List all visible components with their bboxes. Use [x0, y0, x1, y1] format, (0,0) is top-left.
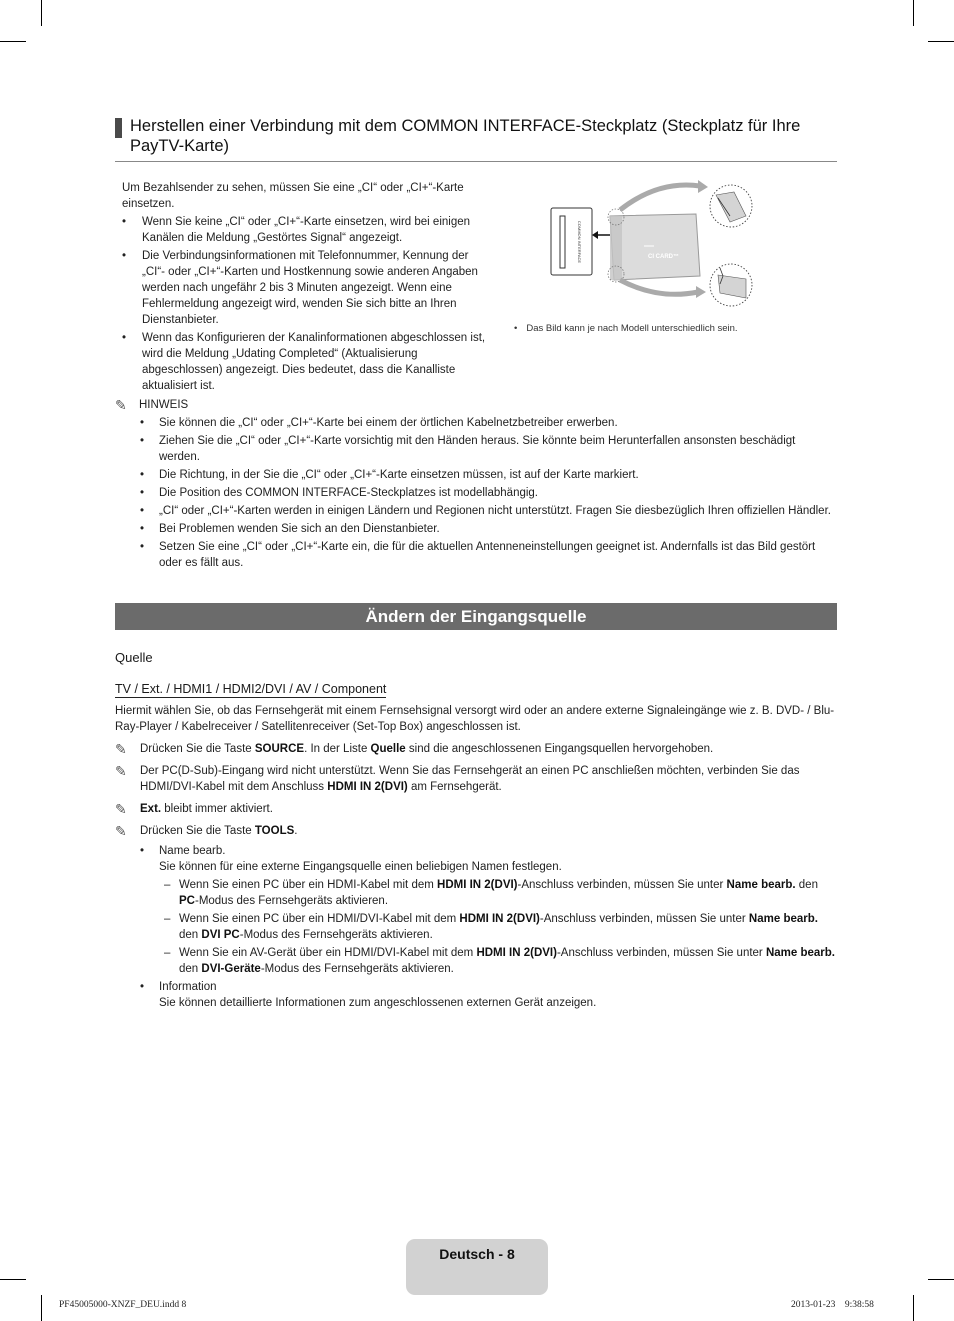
note-ext — [115, 801, 837, 817]
quelle-heading: Quelle — [115, 650, 153, 665]
insert-arrow-head — [592, 231, 598, 239]
source-key: SOURCE — [254, 743, 305, 755]
intro-bullets — [122, 214, 492, 394]
ext-term: Ext. — [140, 803, 162, 815]
ci-card-edge — [610, 216, 622, 280]
crop-mark — [41, 0, 42, 26]
tv-slot-panel — [551, 208, 592, 275]
list-item — [159, 877, 837, 909]
list-item — [159, 945, 837, 977]
note-text — [140, 823, 297, 839]
list-item: • Die Verbindungsinformationen mit Telefonnummer, Kennung der „CI“- oder „CI+“-Karten und Hostkennung sowie anderen Angaben werden nach ungefähr 2 bis 3 Minuten angezeigt. Wenn eine Fehlermeldung angezeigt wird, wenden Sie sich bitte an Ihren Dienstanbieter. — [122, 248, 492, 328]
heading-bar — [115, 118, 122, 138]
note-text — [140, 801, 273, 817]
tools-key: TOOLS — [254, 825, 295, 837]
note-text-part: Der PC(D-Sub)-Eingang wird nicht unterstützt. Wenn Sie das Fernsehgerät an einen PC anschließen möchten, verbinden Sie das HDMI/DVI-Kabel mit dem Anschluss — [140, 765, 800, 793]
text-part: Wenn Sie einen PC über ein HDMI-Kabel mit dem — [179, 879, 438, 891]
hdmi-port-term: HDMI IN 2(DVI) — [437, 879, 518, 891]
crop-mark — [0, 41, 26, 42]
hinweis-label: HINWEIS — [139, 399, 189, 411]
note-text-part: am Fernsehgerät. — [407, 781, 502, 793]
curve-arrow-bottom — [620, 280, 698, 294]
list-item: • „CI“ oder „CI+“-Karten werden in einigen Ländern und Regionen nicht unterstützt. Fragen Sie diesbezüglich Ihren offiziellen Händler. — [140, 503, 837, 519]
caption-bullet: • — [514, 323, 518, 334]
note-pencil-icon: ✎ — [115, 397, 127, 413]
mode-term: DVI PC — [201, 929, 240, 941]
note-source — [115, 741, 837, 757]
text-part: -Anschluss verbinden, müssen Sie unter — [517, 879, 727, 891]
crop-mark — [913, 0, 914, 26]
text-part: -Anschluss verbinden, müssen Sie unter — [556, 947, 766, 959]
ci-card-drawing — [548, 180, 758, 315]
name-bearb-term: Name bearb. — [726, 879, 796, 891]
note-text-part: sind die angeschlossenen Eingangsquellen hervorgehoben. — [405, 743, 714, 755]
text-part: -Modus des Fernsehgeräts aktivieren. — [239, 929, 433, 941]
ci-card-label: CI CARD™ — [648, 254, 679, 260]
list-item: • Bei Problemen wenden Sie sich an den Dienstanbieter. — [140, 521, 837, 537]
mode-term: DVI-Geräte — [201, 963, 261, 975]
text-part: -Modus des Fernsehgeräts aktivieren. — [194, 895, 389, 907]
source-options-heading: TV / Ext. / HDMI1 / HDMI2/DVI / AV / Component — [115, 682, 387, 696]
note-pencil-icon: ✎ — [115, 823, 127, 839]
crop-mark — [0, 1279, 26, 1280]
crop-mark — [913, 1295, 914, 1321]
note-pc-input — [115, 763, 837, 795]
note-text-part: bleibt immer aktiviert. — [161, 803, 273, 815]
note-text — [140, 763, 837, 795]
list-item — [159, 911, 837, 943]
crop-mark — [928, 1279, 954, 1280]
hdmi-port-term: HDMI IN 2(DVI) — [476, 947, 557, 959]
note-pencil-icon: ✎ — [115, 741, 127, 757]
text-part: Wenn Sie einen PC über ein HDMI/DVI-Kabel mit dem — [179, 913, 460, 925]
note-text — [140, 741, 713, 757]
text-part: den — [179, 929, 202, 941]
list-item: • Sie können die „CI“ oder „CI+“-Karte bei einem der örtlichen Kabelnetzbetreiber erwerben. — [140, 415, 837, 431]
intro-text — [122, 180, 492, 396]
tools-options — [140, 843, 837, 1011]
hinweis-heading — [115, 397, 837, 413]
hdmi-port-term: HDMI IN 2(DVI) — [327, 781, 408, 793]
note-text-part: . — [294, 825, 298, 837]
intro-paragraph: Um Bezahlsender zu sehen, müssen Sie eine „CI“ oder „CI+“-Karte einsetzen. — [122, 182, 464, 210]
name-bearb-dash-list — [159, 877, 837, 977]
hinweis-list — [140, 415, 837, 571]
note-pencil-icon: ✎ — [115, 801, 127, 817]
curve-arrow-top-head — [698, 180, 708, 193]
information-desc: Sie können detaillierte Informationen zum angeschlossenen externen Gerät anzeigen. — [159, 997, 597, 1009]
heading-rule — [115, 161, 837, 162]
mode-term: PC — [179, 895, 195, 907]
source-description-block — [115, 703, 837, 1013]
text-part: den — [795, 879, 818, 891]
list-item: • Setzen Sie eine „CI“ oder „CI+“-Karte ein, die für die aktuellen Antenneneinstellungen geeignet ist. Andernfalls ist das Bild gestört oder es fällt aus. — [140, 539, 837, 571]
note-tools — [115, 823, 837, 839]
list-item: • Wenn das Konfigurieren der Kanalinformationen abgeschlossen ist, wird die Meldung „Udating Completed“ (Aktualisierung abgeschlossen) angezeigt. Dies bedeutet, dass die Kanalliste aktualisiert ist. — [122, 330, 492, 394]
footer-filename: PF45005000-XNZF_DEU.indd 8 — [59, 1300, 187, 1310]
page-number-tab: Deutsch - 8 — [406, 1239, 548, 1295]
ci-card-illustration — [548, 180, 758, 315]
text-part: Wenn Sie ein AV-Gerät über ein HDMI/DVI-Kabel mit dem — [179, 947, 477, 959]
figure-caption — [514, 323, 738, 334]
list-item — [140, 843, 837, 977]
list-item: • Die Richtung, in der Sie die „CI“ oder „CI+“-Karte einsetzen müssen, ist auf der Karte markiert. — [140, 467, 837, 483]
name-bearb-term: Name bearb. — [765, 947, 835, 959]
source-description: Hiermit wählen Sie, ob das Fernsehgerät mit einem Fernsehsignal versorgt wird oder an andere externe Signaleingänge wie z. B. DVD- / Blu-Ray-Player / Kabelreceiver / Satellitenreceiver (Set-Top Box) angeschlossen ist. — [115, 705, 835, 733]
ci-card-body — [610, 214, 700, 280]
quelle-term: Quelle — [370, 743, 406, 755]
text-part: -Modus des Fernsehgeräts aktivieren. — [260, 963, 454, 975]
text-part: -Anschluss verbinden, müssen Sie unter — [539, 913, 749, 925]
crop-mark — [928, 41, 954, 42]
list-item — [140, 979, 837, 1011]
footer-timestamp: 2013-01-23 9:38:58 — [791, 1300, 874, 1310]
note-pencil-icon: ✎ — [115, 763, 127, 779]
text-part: den — [179, 963, 202, 975]
name-bearb-title: • Name bearb. — [159, 845, 226, 857]
caption-text: Das Bild kann je nach Modell unterschiedlich sein. — [526, 323, 738, 334]
hdmi-port-term: HDMI IN 2(DVI) — [459, 913, 540, 925]
curve-arrow-bottom-head — [696, 286, 706, 298]
section-heading-common-interface — [115, 116, 837, 156]
name-bearb-desc: Sie können für eine externe Eingangsquelle einen beliebigen Namen festlegen. — [159, 861, 562, 873]
information-title: • Information — [159, 981, 217, 993]
list-item: • Die Position des COMMON INTERFACE-Steckplatzes ist modellabhängig. — [140, 485, 837, 501]
note-text-part: Drücken Sie die Taste — [140, 825, 255, 837]
crop-mark — [41, 1295, 42, 1321]
name-bearb-term: Name bearb. — [748, 913, 818, 925]
slot-opening — [560, 216, 565, 268]
note-text-part: Drücken Sie die Taste — [140, 743, 255, 755]
hinweis-block — [115, 397, 837, 573]
curve-arrow-top — [620, 185, 700, 210]
list-item: • Ziehen Sie die „CI“ oder „CI+“-Karte vorsichtig mit den Händen heraus. Sie könnte beim Herunterfallen ansonsten beschädigt werden. — [140, 433, 837, 465]
note-text-part: . In der Liste — [304, 743, 371, 755]
section-title: Herstellen einer Verbindung mit dem COMMON INTERFACE-Steckplatz (Steckplatz für Ihre PayTV-Karte) — [130, 117, 801, 155]
section-banner-eingangsquelle: Ändern der Eingangsquelle — [115, 603, 837, 630]
slot-label: COMMON INTERFACE — [577, 220, 582, 264]
list-item: • Wenn Sie keine „CI“ oder „CI+“-Karte einsetzen, wird bei einigen Kanälen die Meldung „Gestörtes Signal“ angezeigt. — [122, 214, 492, 246]
